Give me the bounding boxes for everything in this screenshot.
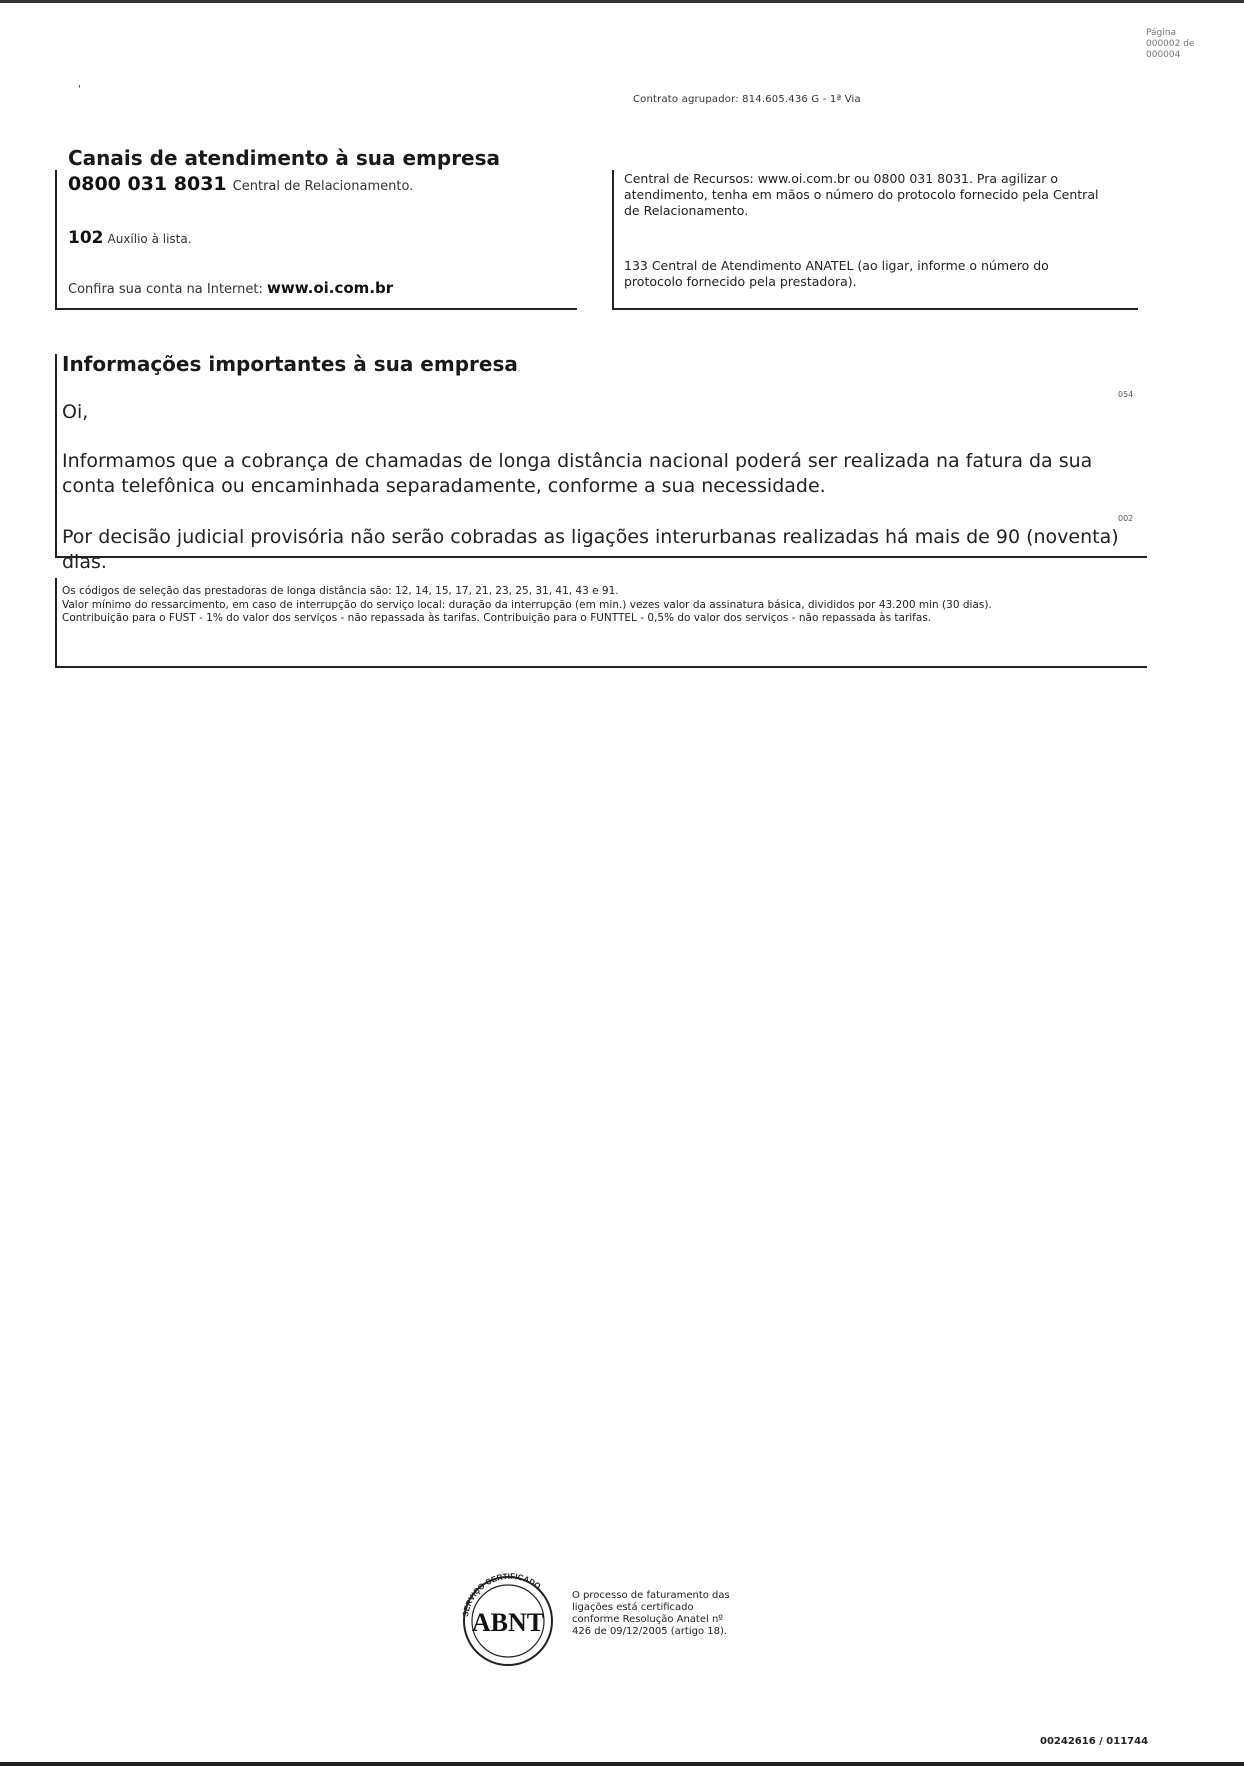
document-number: 00242616 / 011744 bbox=[1040, 1736, 1149, 1747]
info-paragraph-1: Informamos que a cobrança de chamadas de longa distância nacional poderá ser realizada na fatura da sua conta telefônica ou encaminhada separadamente, conforme a sua necessidade. bbox=[62, 450, 1093, 497]
notes-line-2: Valor mínimo do ressarcimento, em caso de interrupção do serviço local: duração da interrupção (em min.) vezes valor da assinatura básica, divididos por 43.200 min (30 dias). bbox=[62, 598, 992, 611]
page-current: 000002 de bbox=[1146, 39, 1195, 49]
info-code-b: 002 bbox=[1118, 514, 1134, 523]
tick-mark: ' bbox=[78, 84, 81, 95]
page-number bbox=[1146, 28, 1226, 61]
seal-center-text: ABNT bbox=[471, 1608, 545, 1637]
phone-desc: Central de Relacionamento. bbox=[232, 179, 414, 194]
bottom-border bbox=[0, 1762, 1244, 1766]
info-greeting: Oi, bbox=[62, 401, 89, 423]
anatel-text: 133 Central de Atendimento ANATEL (ao ligar, informe o número do protocolo fornecido pela prestadora). bbox=[624, 258, 1049, 289]
central-recursos-text: Central de Recursos: www.oi.com.br ou 0800 031 8031. Pra agilizar o atendimento, tenha em mãos o número do protocolo fornecido pela Central de Relacionamento. bbox=[624, 171, 1099, 218]
phone-line bbox=[68, 173, 413, 195]
notes-text bbox=[62, 585, 1154, 626]
lista-number: 102 bbox=[68, 228, 104, 248]
seal-top-text: SERVIÇO CERTIFICADO bbox=[461, 1571, 543, 1618]
internet-prefix: Confira sua conta na Internet: bbox=[68, 282, 263, 297]
lista-desc: Auxílio à lista. bbox=[107, 232, 192, 246]
abnt-seal-icon bbox=[452, 1563, 564, 1675]
contract-number: Contrato agrupador: 814.605.436 G - 1ª Via bbox=[633, 94, 861, 105]
top-border bbox=[0, 0, 1244, 3]
page-total: 000004 bbox=[1146, 50, 1181, 60]
info-title: Informações importantes à sua empresa bbox=[62, 352, 518, 376]
notes-line-1: Os códigos de seleção das prestadoras de longa distância são: 12, 14, 15, 17, 21, 23, 25, 31, 41, 43 e 91. bbox=[62, 585, 619, 597]
notes-line-3: Contribuição para o FUST - 1% do valor dos serviços - não repassada às tarifas. Contribuição para o FUNTTEL - 0,5% do valor dos serviços - não repassada às tarifas. bbox=[62, 612, 932, 624]
canais-title: Canais de atendimento à sua empresa bbox=[68, 146, 501, 170]
lista-line bbox=[68, 228, 192, 248]
page-label: Página bbox=[1146, 28, 1176, 38]
info-code-a: 054 bbox=[1118, 390, 1134, 399]
info-paragraph-2: Por decisão judicial provisória não serão cobradas as ligações interurbanas realizadas há mais de 90 (noventa) dias. bbox=[62, 526, 1119, 573]
certification-text: O processo de faturamento das ligações está certificado conforme Resolução Anatel nº 426 de 09/12/2005 (artigo 18). bbox=[572, 1590, 730, 1637]
internet-url[interactable]: www.oi.com.br bbox=[267, 279, 394, 297]
internet-line bbox=[68, 279, 393, 297]
phone-number: 0800 031 8031 bbox=[68, 173, 227, 195]
